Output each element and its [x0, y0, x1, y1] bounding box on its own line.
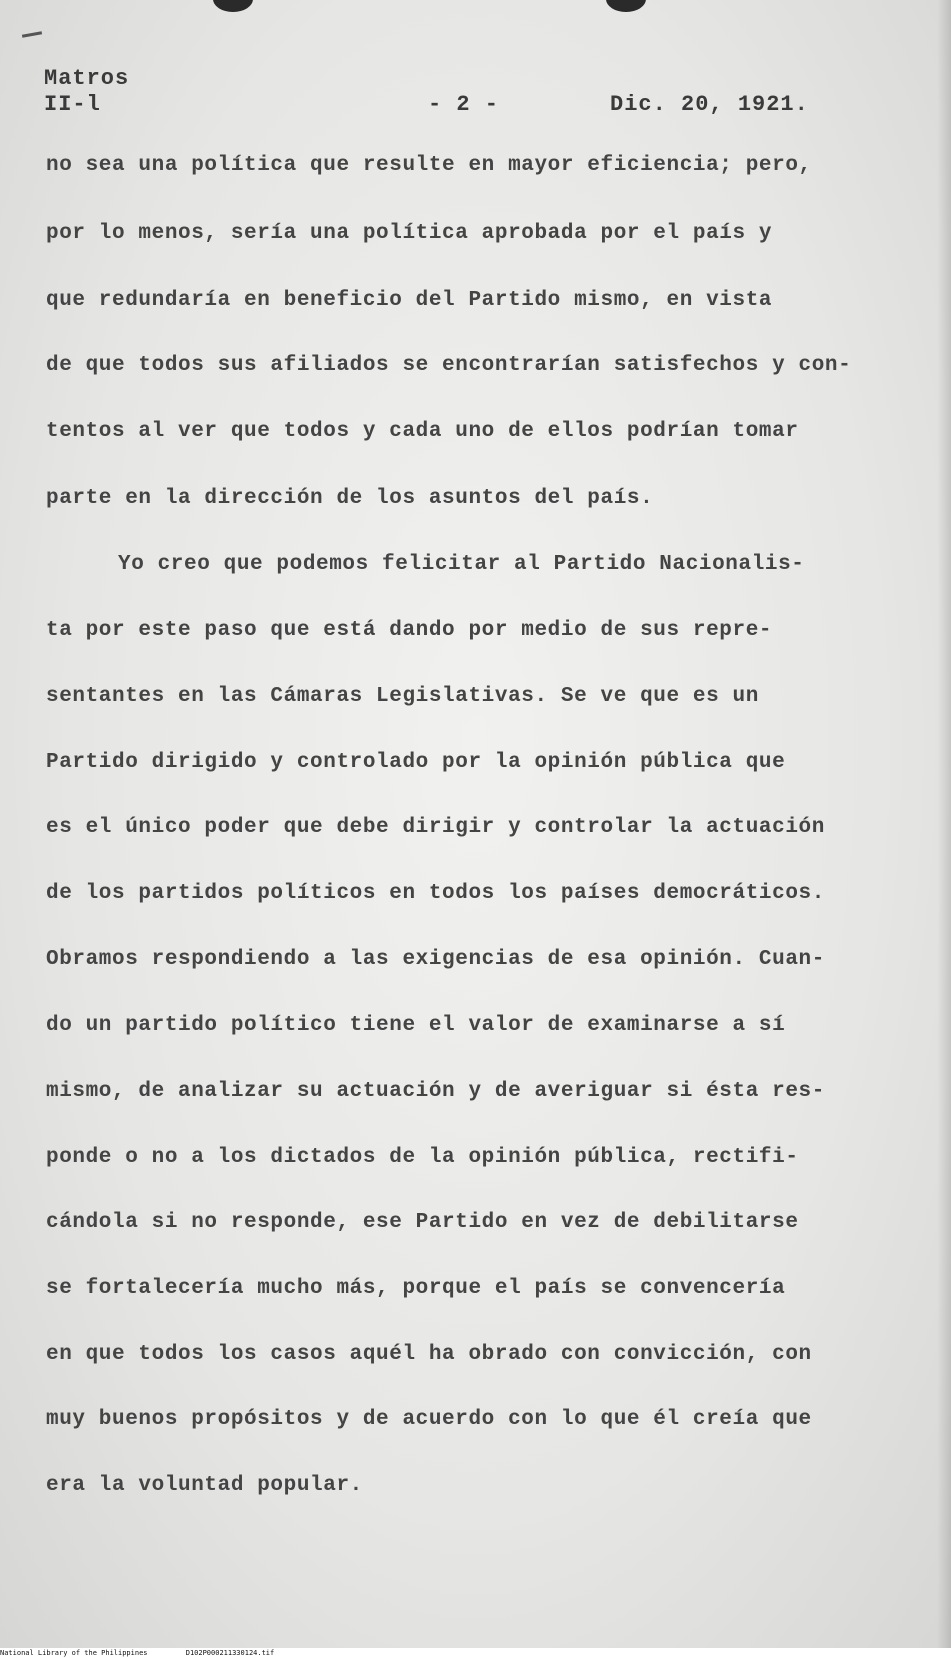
ink-smudge [22, 31, 42, 37]
body-line-5: tentos al ver que todos y cada uno de ellos podrían tomar [46, 420, 799, 443]
punch-hole-right [606, 0, 646, 12]
header-initials-1: Matros [44, 66, 130, 91]
punch-hole-left [213, 0, 253, 12]
body-line-10: Partido dirigido y controlado por la opinión pública que [46, 751, 786, 774]
scan-footer [0, 1648, 951, 1658]
body-line-16: ponde o no a los dictados de la opinión pública, rectifi- [46, 1146, 799, 1169]
body-line-12: de los partidos políticos en todos los países democráticos. [46, 882, 825, 905]
body-line-7: Yo creo que podemos felicitar al Partido Nacionalis- [118, 553, 805, 576]
body-line-17: cándola si no responde, ese Partido en vez de debilitarse [46, 1211, 799, 1234]
header-initials-2: II-l [44, 92, 101, 117]
body-line-6: parte en la dirección de los asuntos del país. [46, 487, 654, 510]
body-line-1: no sea una política que resulte en mayor eficiencia; pero, [46, 154, 812, 177]
page-edge-shadow [937, 0, 951, 1648]
body-line-21: era la voluntad popular. [46, 1474, 363, 1497]
body-line-11: es el único poder que debe dirigir y controlar la actuación [46, 816, 825, 839]
body-line-8: ta por este paso que está dando por medio de sus repre- [46, 619, 773, 642]
footer-file-name: D102P000211330124.tif [185, 1649, 275, 1657]
body-line-13: Obramos respondiendo a las exigencias de esa opinión. Cuan- [46, 948, 825, 971]
body-line-2: por lo menos, sería una política aprobada por el país y [46, 222, 773, 245]
page-number: - 2 - [428, 92, 500, 117]
body-line-15: mismo, de analizar su actuación y de averiguar si ésta res- [46, 1080, 825, 1103]
body-line-18: se fortalecería mucho más, porque el país se convencería [46, 1277, 786, 1300]
body-line-9: sentantes en las Cámaras Legislativas. Se ve que es un [46, 685, 759, 708]
body-line-14: do un partido político tiene el valor de examinarse a sí [46, 1014, 786, 1037]
footer-institution: National Library of the Philippines [0, 1649, 148, 1657]
body-line-4: de que todos sus afiliados se encontrarían satisfechos y con- [46, 354, 852, 377]
body-line-20: muy buenos propósitos y de acuerdo con lo que él creía que [46, 1408, 812, 1431]
body-line-19: en que todos los casos aquél ha obrado con convicción, con [46, 1343, 812, 1366]
document-date: Dic. 20, 1921. [610, 92, 809, 117]
body-line-3: que redundaría en beneficio del Partido mismo, en vista [46, 289, 773, 312]
